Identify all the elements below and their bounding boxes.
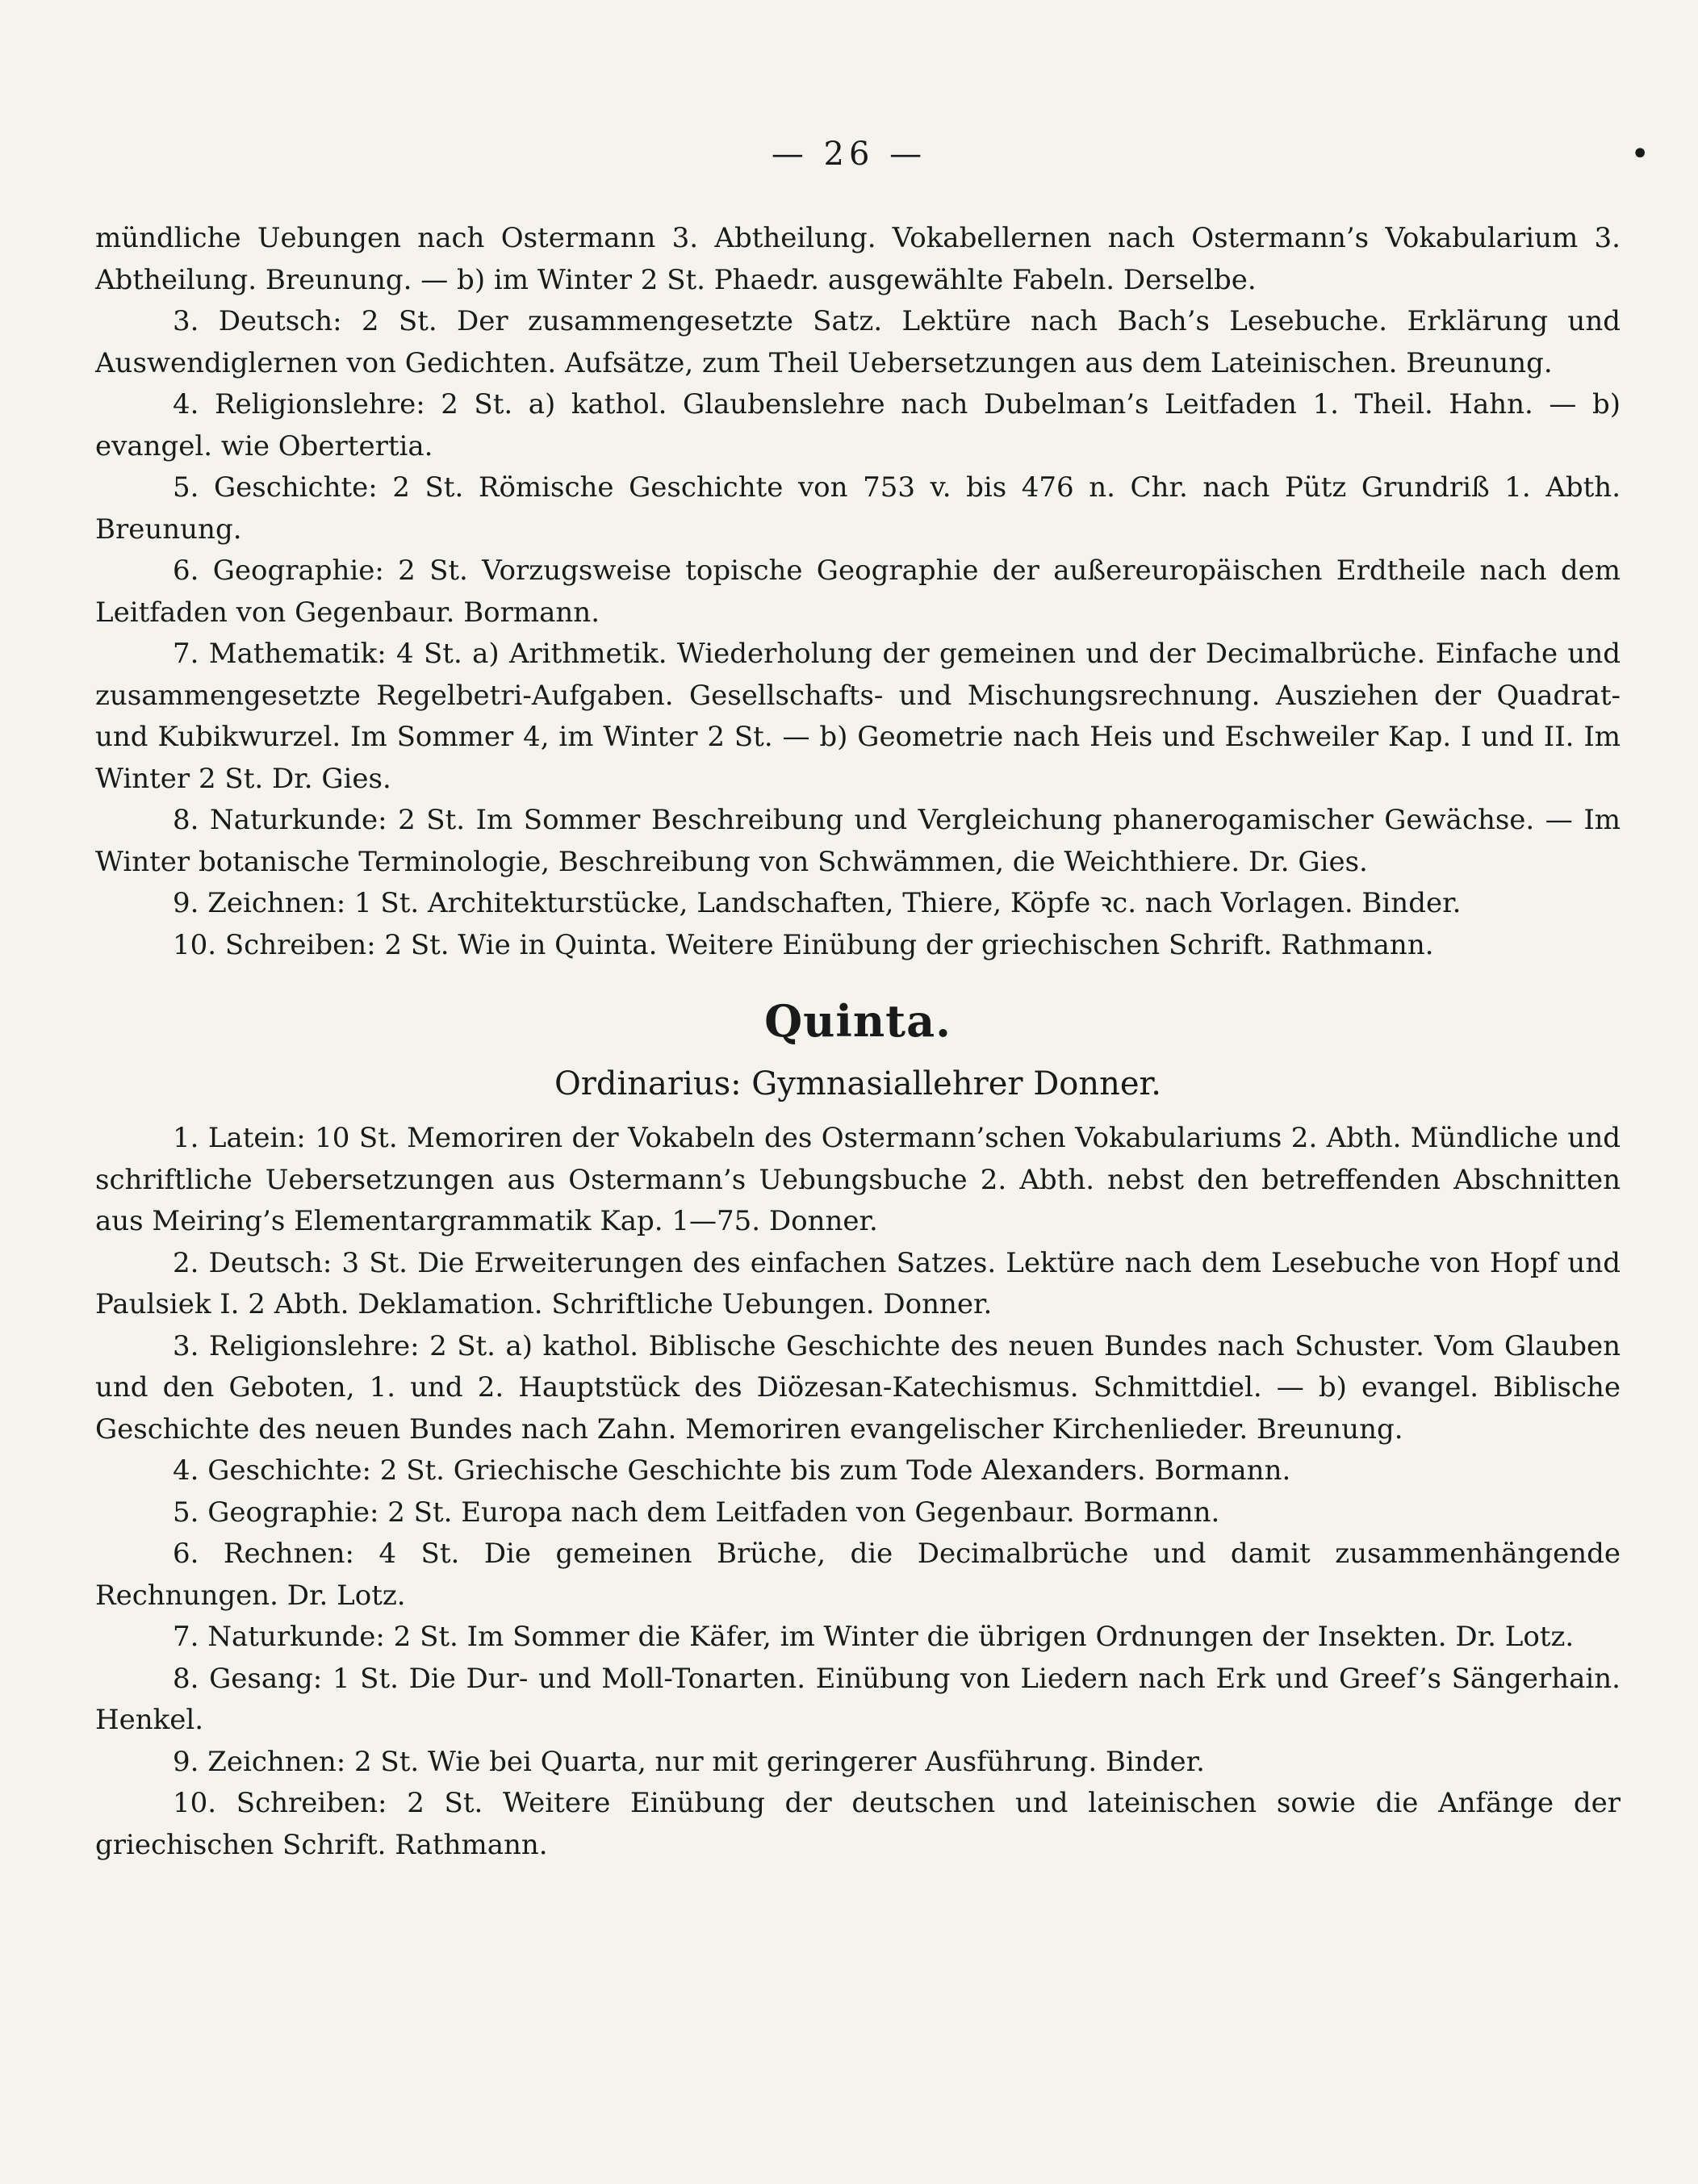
paragraph: 10. Schreiben: 2 St. Wie in Quinta. Weitere Einübung der griechischen Schrift. Rathmann.	[173, 928, 1434, 961]
paragraph: 8. Naturkunde: 2 St. Im Sommer Beschreibung und Vergleichung phanerogamischer Gewächse. — Im Winter botanische Terminologie, Beschreibung von Schwämmen, die Weichthiere. Dr. Gies.	[95, 804, 1621, 878]
paragraph: 3. Religionslehre: 2 St. a) kathol. Biblische Geschichte des neuen Bundes nach Schuster. Vom Glauben und den Geboten, 1. und 2. Hauptstück des Diözesan-Katechismus. Schmittdiel. — b) evangel. Biblische Geschichte des neuen Bundes nach Zahn. Memoriren evangelischer Kirchenlieder. Breunung.	[95, 1329, 1621, 1446]
paragraph: 4. Geschichte: 2 St. Griechische Geschichte bis zum Tode Alexanders. Bormann.	[173, 1454, 1291, 1487]
ordinarius-line: Ordinarius: Gymnasiallehrer Donner.	[554, 1065, 1161, 1102]
section-heading: Quinta.	[764, 995, 951, 1047]
paragraph: mündliche Uebungen nach Ostermann 3. Abtheilung. Vokabellernen nach Ostermann’s Vokabularium 3. Abtheilung. Breunung. — b) im Winter 2 St. Phaedr. ausgewählte Fabeln. Derselbe.	[95, 222, 1621, 296]
paragraph: 4. Religionslehre: 2 St. a) kathol. Glaubenslehre nach Dubelman’s Leitfaden 1. Theil. Hahn. — b) evangel. wie Obertertia.	[95, 388, 1621, 462]
paragraph: 9. Zeichnen: 1 St. Architekturstücke, Landschaften, Thiere, Köpfe ꝛc. nach Vorlagen. Binder.	[173, 887, 1462, 919]
paragraph: 7. Mathematik: 4 St. a) Arithmetik. Wiederholung der gemeinen und der Decimalbrüche. Einfache und zusammengesetzte Regelbetri-Aufgaben. Gesellschafts- und Mischungsrechnung. Ausziehen der Quadrat- und Kubikwurzel. Im Sommer 4, im Winter 2 St. — b) Geometrie nach Heis und Eschweiler Kap. I und II. Im Winter 2 St. Dr. Gies.	[95, 638, 1621, 795]
paragraph: 2. Deutsch: 3 St. Die Erweiterungen des einfachen Satzes. Lektüre nach dem Lesebuche von Hopf und Paulsiek I. 2 Abth. Deklamation. Schriftliche Uebungen. Donner.	[95, 1246, 1621, 1320]
paragraph: 7. Naturkunde: 2 St. Im Sommer die Käfer, im Winter die übrigen Ordnungen der Insekten. Dr. Lotz.	[173, 1621, 1575, 1653]
page-mark: •	[1630, 136, 1650, 173]
paragraph: 6. Rechnen: 4 St. Die gemeinen Brüche, die Decimalbrüche und damit zusammenhängende Rechnungen. Dr. Lotz.	[95, 1538, 1621, 1612]
page-number: — 26 —	[771, 136, 927, 173]
paragraph: 8. Gesang: 1 St. Die Dur- und Moll-Tonarten. Einübung von Liedern nach Erk und Greef’s Sängerhain. Henkel.	[95, 1662, 1621, 1736]
paragraph: 5. Geschichte: 2 St. Römische Geschichte von 753 v. bis 476 n. Chr. nach Pütz Grundriß 1. Abth. Breunung.	[95, 471, 1621, 546]
paragraph: 6. Geographie: 2 St. Vorzugsweise topische Geographie der außereuropäischen Erdtheile nach dem Leitfaden von Gegenbaur. Bormann.	[95, 554, 1621, 629]
paragraph: 10. Schreiben: 2 St. Weitere Einübung der deutschen und lateinischen sowie die Anfänge der griechischen Schrift. Rathmann.	[95, 1787, 1621, 1861]
page-body	[95, 218, 1621, 1866]
paragraph: 5. Geographie: 2 St. Europa nach dem Leitfaden von Gegenbaur. Bormann.	[173, 1496, 1220, 1529]
paragraph: 3. Deutsch: 2 St. Der zusammengesetzte Satz. Lektüre nach Bach’s Lesebuche. Erklärung und Auswendiglernen von Gedichten. Aufsätze, zum Theil Uebersetzungen aus dem Lateinischen. Breunung.	[95, 305, 1621, 379]
paragraph: 9. Zeichnen: 2 St. Wie bei Quarta, nur mit geringerer Ausführung. Binder.	[173, 1745, 1205, 1778]
paragraph: 1. Latein: 10 St. Memoriren der Vokabeln des Ostermann’schen Vokabulariums 2. Abth. Mündliche und schriftliche Uebersetzungen aus Ostermann’s Uebungsbuche 2. Abth. nebst den betreffenden Abschnitten aus Meiring’s Elementargrammatik Kap. 1—75. Donner.	[95, 1122, 1621, 1237]
